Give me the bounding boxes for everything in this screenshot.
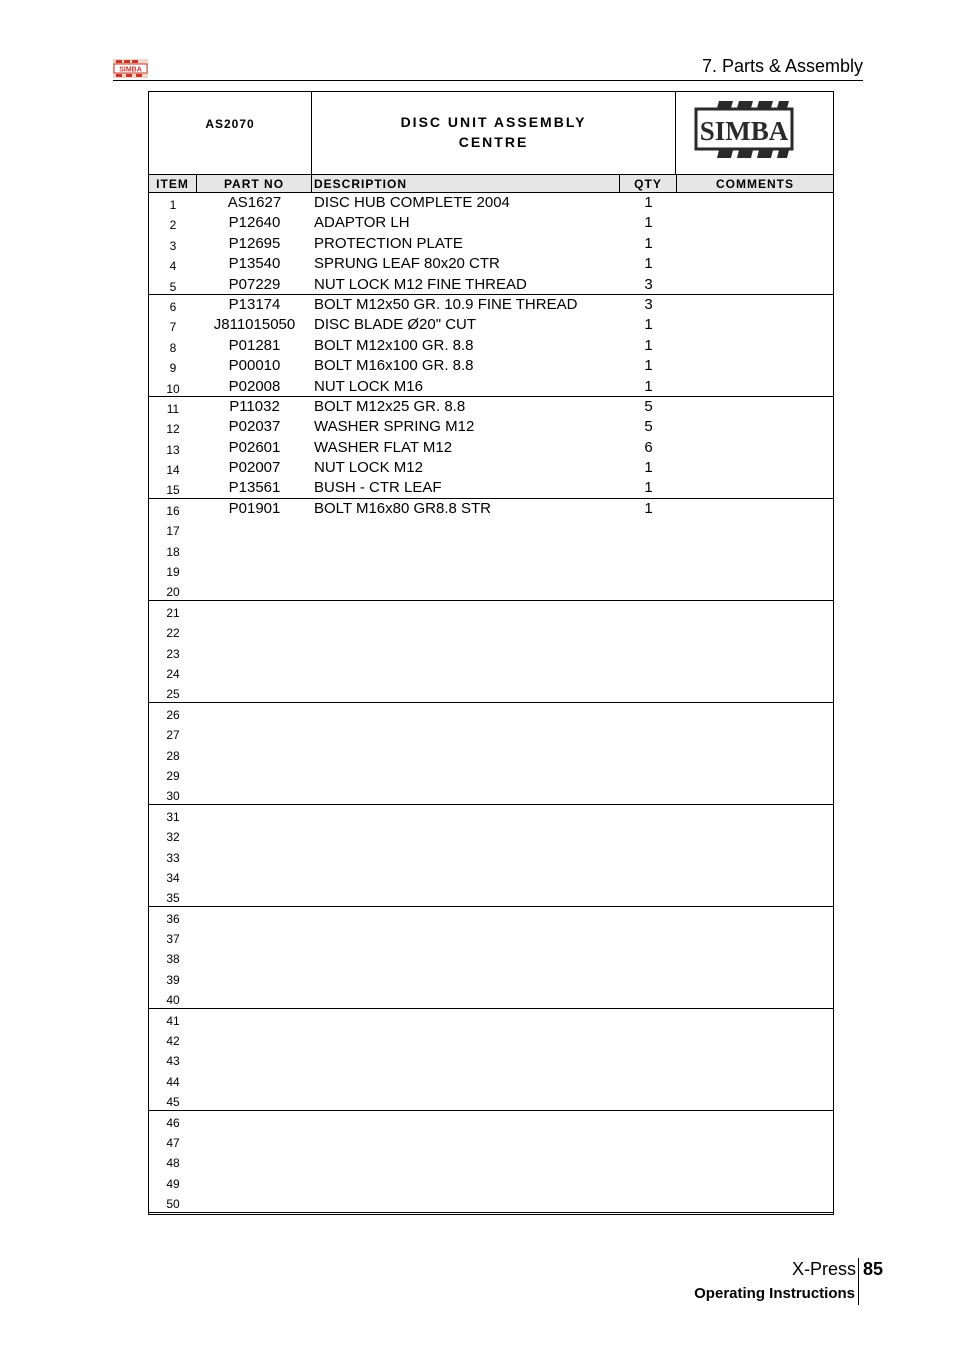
quantity: 3	[644, 275, 653, 293]
part-description: SPRUNG LEAF 80x20 CTR	[314, 255, 500, 273]
col-header-part-no: PART NO	[197, 175, 312, 192]
table-row	[149, 1070, 833, 1090]
quantity: 1	[644, 214, 653, 232]
assembly-title	[312, 92, 676, 174]
item-number: 40	[166, 993, 180, 1008]
part-number: AS1627	[227, 194, 282, 211]
table-row	[149, 703, 833, 723]
quantity: 1	[644, 255, 653, 273]
item-number: 28	[166, 748, 180, 763]
item-number: 35	[166, 891, 180, 906]
table-row	[149, 662, 833, 682]
part-number: J811015050	[213, 316, 296, 334]
header-divider	[113, 80, 863, 81]
part-number: P12695	[228, 234, 281, 252]
item-number: 49	[166, 1176, 180, 1191]
col-header-qty: QTY	[620, 175, 677, 192]
table-row	[149, 682, 833, 702]
assembly-code: AS2070	[149, 92, 312, 174]
item-number: 8	[169, 340, 177, 355]
section-title: 7. Parts & Assembly	[701, 56, 863, 76]
table-row	[149, 805, 833, 825]
item-number: 10	[166, 381, 180, 396]
table-row	[149, 866, 833, 886]
item-number: 48	[166, 1156, 180, 1171]
part-description: BOLT M12x50 GR. 10.9 FINE THREAD	[314, 295, 578, 313]
table-row	[149, 254, 833, 274]
quantity: 5	[644, 397, 653, 415]
part-number: P02601	[228, 438, 281, 456]
part-description: BUSH - CTR LEAF	[314, 479, 442, 497]
part-description: BOLT M16x100 GR. 8.8	[314, 357, 474, 375]
table-row	[149, 499, 833, 519]
table-row	[149, 988, 833, 1008]
simba-logo	[677, 92, 833, 174]
item-number: 39	[166, 972, 180, 987]
table-row	[149, 1111, 833, 1131]
table-row	[149, 560, 833, 580]
quantity: 1	[644, 336, 653, 354]
parts-sheet	[148, 91, 834, 1215]
table-row	[149, 193, 833, 213]
item-number: 21	[166, 605, 180, 620]
item-number: 15	[166, 483, 180, 498]
footer-subtitle: Operating Instructions	[694, 1285, 855, 1302]
table-row	[149, 234, 833, 254]
table-row	[149, 295, 833, 315]
item-number: 16	[166, 503, 180, 518]
part-number: P13561	[228, 479, 281, 497]
quantity: 3	[644, 295, 653, 313]
table-row	[149, 601, 833, 621]
quantity: 5	[644, 418, 653, 436]
item-number: 23	[166, 646, 180, 661]
quantity: 1	[644, 234, 653, 252]
item-number: 32	[166, 830, 180, 845]
item-number: 37	[166, 932, 180, 947]
quantity: 1	[644, 499, 653, 517]
quantity: 1	[644, 194, 653, 211]
part-description: ADAPTOR LH	[314, 214, 410, 232]
part-description: BOLT M16x80 GR8.8 STR	[314, 499, 492, 517]
table-row	[149, 1192, 833, 1212]
page-number: 85	[863, 1259, 884, 1279]
quantity: 1	[644, 316, 653, 334]
part-number: P13540	[228, 255, 281, 273]
item-number: 22	[166, 626, 180, 641]
table-row	[149, 1090, 833, 1110]
table-row	[149, 907, 833, 927]
part-number: P07229	[228, 275, 281, 293]
col-header-comments: COMMENTS	[716, 177, 794, 191]
header-logo-text: SIMBA	[119, 66, 142, 74]
item-number: 11	[166, 401, 180, 416]
table-row	[149, 846, 833, 866]
table-row	[149, 784, 833, 804]
quantity: 1	[644, 377, 653, 395]
item-number: 26	[166, 707, 180, 722]
table-row	[149, 315, 833, 335]
item-number: 12	[166, 422, 180, 437]
part-description: DISC HUB COMPLETE 2004	[314, 194, 510, 211]
item-number: 43	[166, 1054, 180, 1069]
table-row	[149, 723, 833, 743]
item-number: 13	[166, 442, 180, 457]
item-number: 44	[166, 1074, 180, 1089]
table-row	[149, 1172, 833, 1192]
item-number: 27	[166, 728, 180, 743]
part-number: P01901	[228, 499, 281, 517]
item-number: 45	[166, 1095, 180, 1110]
item-number: 30	[166, 789, 180, 804]
assembly-title-line2: CENTRE	[458, 134, 529, 150]
table-row	[149, 764, 833, 784]
table-row	[149, 438, 833, 458]
simba-logo-text: SIMBA	[699, 116, 789, 146]
item-number: 14	[166, 463, 180, 478]
table-row	[149, 886, 833, 906]
part-description: WASHER SPRING M12	[314, 418, 475, 436]
table-row	[149, 213, 833, 233]
table-row	[149, 825, 833, 845]
table-row	[149, 1131, 833, 1151]
table-row	[149, 1151, 833, 1171]
quantity: 1	[644, 479, 653, 497]
item-number: 38	[166, 952, 180, 967]
table-row	[149, 478, 833, 498]
item-number: 20	[166, 585, 180, 600]
part-number: P11032	[229, 397, 280, 415]
item-number: 18	[166, 544, 180, 559]
table-row	[149, 336, 833, 356]
table-row	[149, 744, 833, 764]
part-number: P13174	[228, 295, 281, 313]
table-row	[149, 397, 833, 417]
item-number: 36	[166, 911, 180, 926]
part-description: NUT LOCK M12 FINE THREAD	[314, 275, 527, 293]
part-description: BOLT M12x100 GR. 8.8	[314, 336, 474, 354]
item-number: 1	[169, 198, 177, 212]
table-row	[149, 1049, 833, 1069]
item-number: 6	[169, 299, 177, 314]
item-number: 25	[166, 687, 180, 702]
table-row	[149, 580, 833, 600]
table-row	[149, 642, 833, 662]
quantity: 6	[644, 438, 653, 456]
footer-divider	[858, 1258, 859, 1305]
item-number: 41	[166, 1013, 180, 1028]
header-simba-logo	[113, 59, 148, 78]
quantity: 1	[644, 459, 653, 477]
table-row	[149, 275, 833, 295]
item-number: 50	[166, 1197, 180, 1212]
part-number: P12640	[228, 214, 281, 232]
column-header-row	[149, 174, 833, 193]
col-header-item: ITEM	[149, 175, 197, 192]
part-number: P00010	[228, 357, 281, 375]
part-number: P02037	[228, 418, 281, 436]
table-row	[149, 621, 833, 641]
table-row	[149, 519, 833, 539]
part-number: P01281	[228, 336, 281, 354]
part-description: PROTECTION PLATE	[314, 234, 463, 252]
item-number: 4	[169, 259, 177, 274]
part-description: BOLT M12x25 GR. 8.8	[314, 397, 466, 415]
table-row	[149, 458, 833, 478]
table-row	[149, 417, 833, 437]
table-row	[149, 356, 833, 376]
part-description: NUT LOCK M16	[314, 377, 423, 395]
table-row	[149, 1009, 833, 1029]
part-number: P02007	[228, 459, 281, 477]
table-row	[149, 377, 833, 397]
item-number: 46	[166, 1115, 180, 1130]
table-row	[149, 1029, 833, 1049]
footer-product-name: X-Press	[791, 1259, 856, 1279]
item-number: 2	[169, 218, 177, 233]
title-block	[149, 92, 833, 174]
col-header-description: DESCRIPTION	[312, 175, 620, 192]
quantity: 1	[644, 357, 653, 375]
table-row	[149, 968, 833, 988]
part-description: NUT LOCK M12	[314, 459, 423, 477]
item-number: 33	[166, 850, 180, 865]
item-number: 17	[166, 524, 180, 539]
item-number: 29	[166, 768, 180, 783]
item-number: 9	[169, 361, 177, 376]
part-description: WASHER FLAT M12	[314, 438, 453, 456]
item-number: 42	[166, 1034, 180, 1049]
item-number: 34	[166, 870, 180, 885]
part-description: DISC BLADE Ø20" CUT	[314, 316, 477, 334]
item-number: 31	[166, 809, 180, 824]
table-row	[149, 947, 833, 967]
item-number: 19	[166, 565, 180, 580]
item-number: 5	[169, 279, 177, 294]
item-number: 3	[169, 238, 177, 253]
table-row	[149, 540, 833, 560]
part-number: P02008	[228, 377, 281, 395]
item-number: 7	[169, 320, 177, 335]
assembly-title-line1: DISC UNIT ASSEMBLY	[400, 114, 587, 130]
table-row	[149, 927, 833, 947]
item-number: 24	[166, 666, 180, 681]
parts-table-body	[149, 193, 833, 1213]
item-number: 47	[166, 1135, 180, 1150]
